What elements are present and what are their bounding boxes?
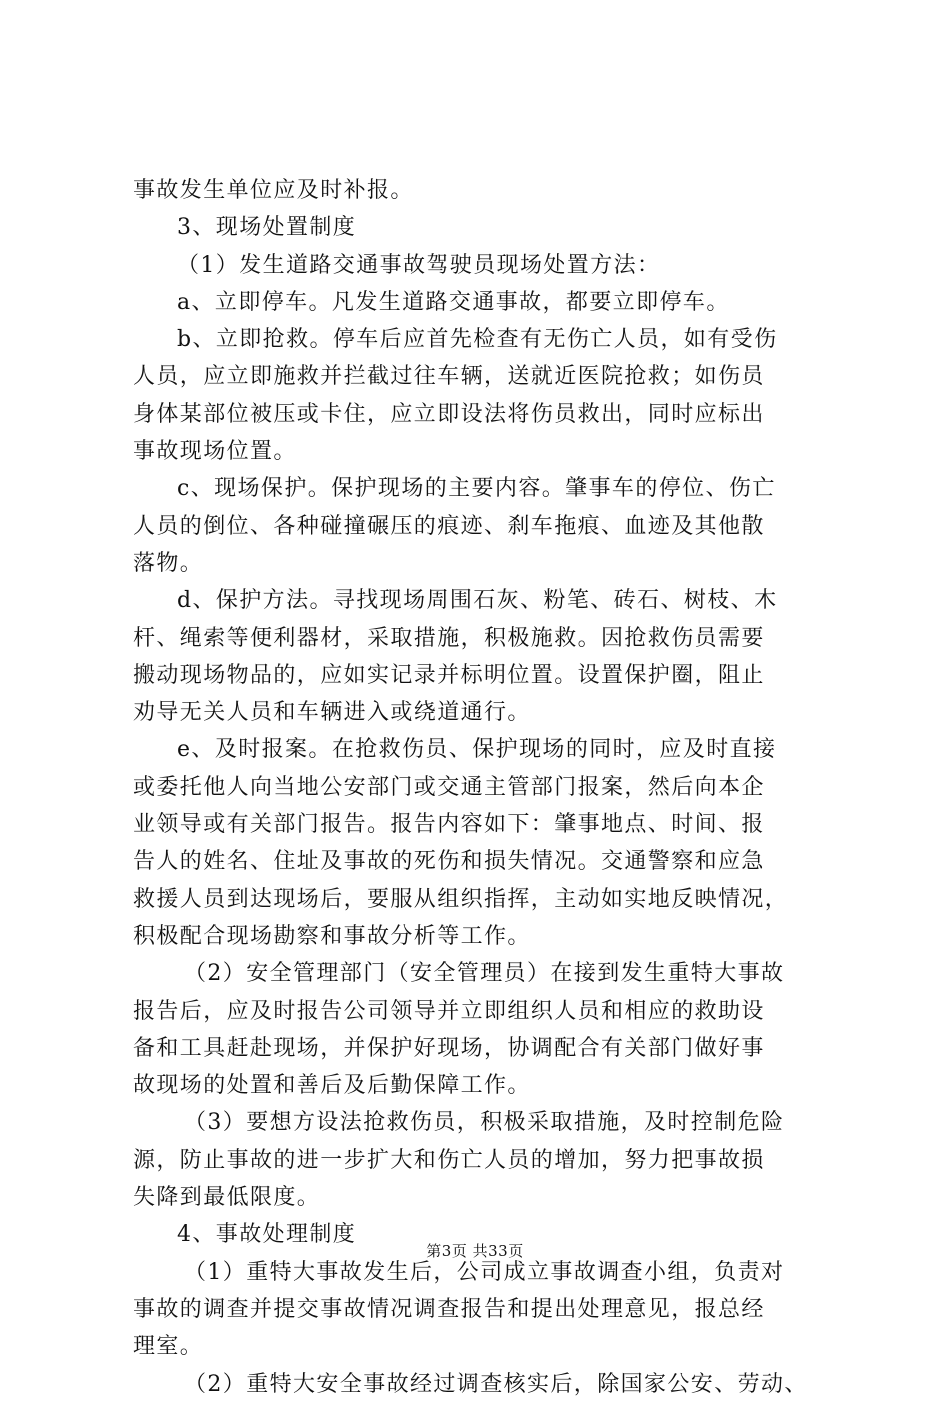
text-line: 备和工具赶赴现场，并保护好现场，协调配合有关部门做好事 [133,1035,765,1061]
text-line: b、立即抢救。停车后应首先检查有无伤亡人员，如有受伤 [177,327,778,353]
text-line: 理室。 [133,1334,204,1360]
text-line: 4、事故处理制度 [177,1222,357,1248]
text-line: 救援人员到达现场后，要服从组织指挥，主动如实地反映情况， [133,886,789,912]
text-line: 人员的倒位、各种碰撞碾压的痕迹、刹车拖痕、血迹及其他散 [133,513,765,539]
text-line: （1）发生道路交通事故驾驶员现场处置方法： [177,252,661,278]
text-line: 搬动现场物品的，应如实记录并标明位置。设置保护圈，阻止 [133,662,765,688]
text-line: 事故现场位置。 [133,439,297,465]
text-line: 积极配合现场勘察和事故分析等工作。 [133,923,531,949]
text-line: 故现场的处置和善后及后勤保障工作。 [133,1073,531,1099]
text-line: （2）重特大安全事故经过调查核实后，除国家公安、劳动、 [184,1371,808,1397]
page-footer: 第3页 共33页 [426,1242,524,1260]
text-line: 告人的姓名、住址及事故的死伤和损失情况。交通警察和应急 [133,849,765,875]
document-body [133,172,838,1403]
text-line: e、及时报案。在抢救伤员、保护现场的同时，应及时直接 [177,737,777,763]
text-line: 人员，应立即施救并拦截过往车辆，送就近医院抢救；如伤员 [133,364,765,390]
text-line: a、立即停车。凡发生道路交通事故，都要立即停车。 [177,289,730,315]
text-line: 杆、绳索等便利器材，采取措施，积极施救。因抢救伤员需要 [133,625,765,651]
text-line: 事故发生单位应及时补报。 [133,178,414,203]
text-line: 劝导无关人员和车辆进入或绕道通行。 [133,700,531,726]
text-line: c、现场保护。保护现场的主要内容。肇事车的停位、伤亡 [177,476,776,502]
text-line: 身体某部位被压或卡住，应立即设法将伤员救出，同时应标出 [133,401,765,427]
text-line: （3）要想方设法抢救伤员，积极采取措施，及时控制危险 [184,1110,785,1136]
text-line: 源，防止事故的进一步扩大和伤亡人员的增加，努力把事故损 [133,1147,765,1173]
text-line: 落物。 [133,550,204,576]
text-line: 报告后，应及时报告公司领导并立即组织人员和相应的救助设 [133,998,765,1024]
text-line: （1）重特大事故发生后，公司成立事故调查小组，负责对 [184,1259,785,1285]
text-line: 或委托他人向当地公安部门或交通主管部门报案，然后向本企 [133,774,765,800]
text-line: 失降到最低限度。 [133,1185,321,1211]
text-line: 业领导或有关部门报告。报告内容如下：肇事地点、时间、报 [133,812,765,838]
text-line: d、保护方法。寻找现场周围石灰、粉笔、砖石、树枝、木 [177,588,778,614]
text-line: 3、现场处置制度 [177,215,357,241]
text-line: （2）安全管理部门（安全管理员）在接到发生重特大事故 [184,961,785,987]
text-line: 事故的调查并提交事故情况调查报告和提出处理意见，报总经 [133,1296,765,1322]
